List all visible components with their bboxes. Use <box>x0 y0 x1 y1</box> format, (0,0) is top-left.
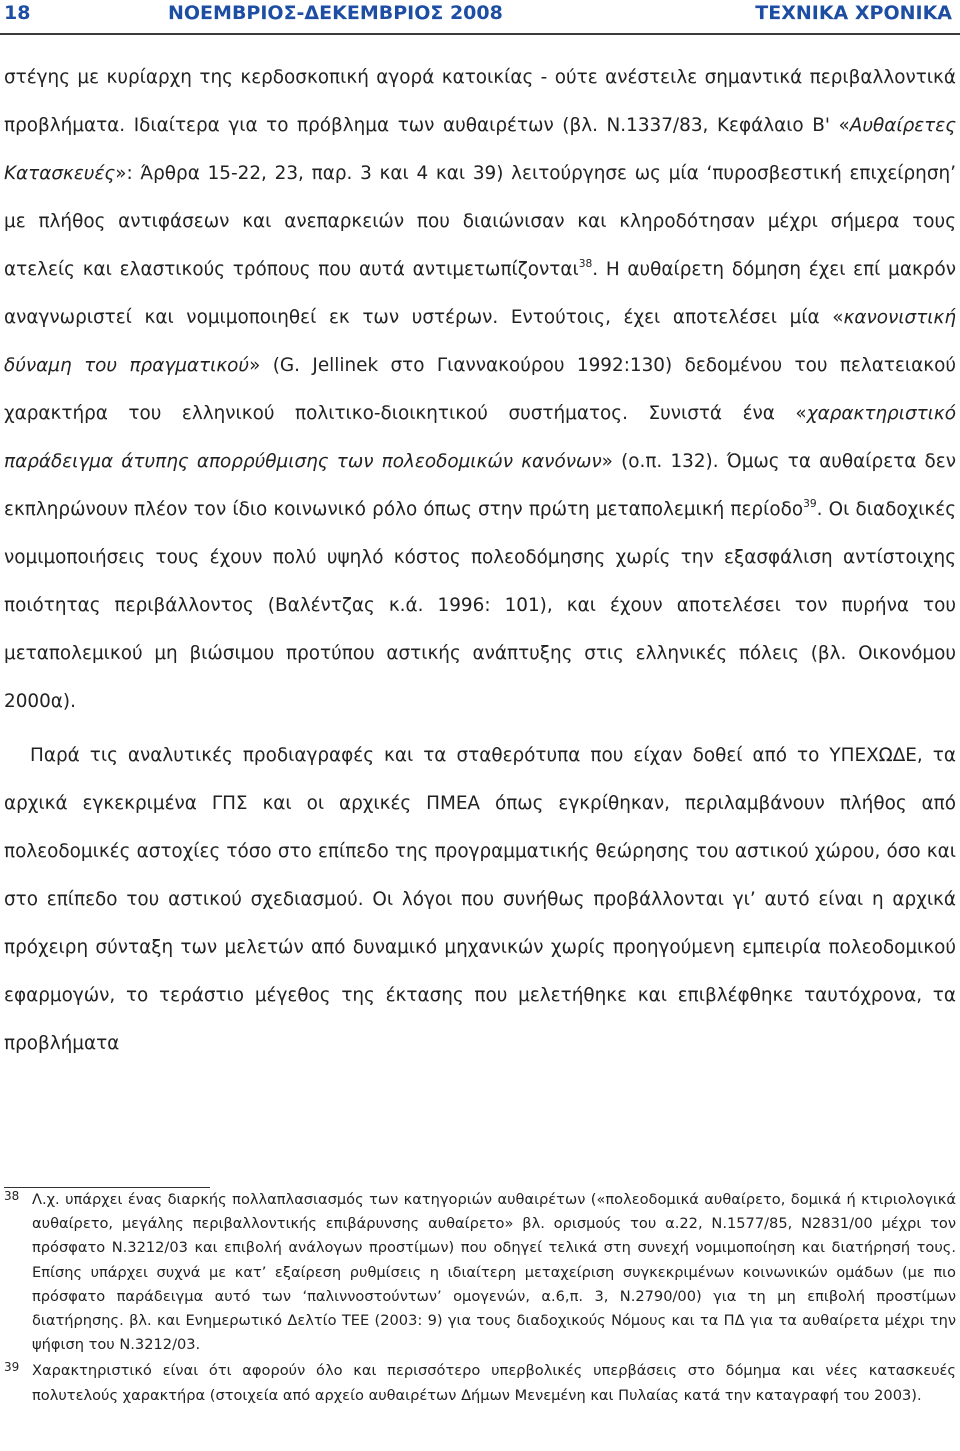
footnotes <box>4 1188 956 1408</box>
paragraph-1: στέγης με κυρίαρχη της κερδοσκοπική αγορά κατοικίας - ούτε ανέστειλε σημαντικά περιβαλλοντικά προβλήματα. Ιδιαίτερα για το πρόβλημα των αυθαιρέτων (βλ. Ν.1337/83, Κεφάλαιο Β' «Αυθαίρετες Κατασκευές»: Άρθρα 15-22, 23, παρ. 3 και 4 και 39) λειτούργησε ως μία ‘πυροσβεστική επιχείρηση’ με πλήθος αντιφάσεων και ανεπαρκειών που διαιώνισαν και κληροδότησαν μέχρι σήμερα τους ατελείς και ελαστικούς τρόπους που αυτά αντιμετωπίζονται$^{38}$. Η αυθαίρετη δόμηση έχει επί μακρόν αναγνωριστεί και νομιμοποιηθεί εκ των υστέρων. Εντούτοις, έχει αποτελέσει μία «κανονιστική δύναμη του πραγματικού» (G. Jellinek στο Γιαννακούρου 1992:130) δεδομένου του πελατειακού χαρακτήρα του ελληνικού πολιτικο-διοικητικού συστήματος. Συνιστά ένα «χαρακτηριστικό παράδειγμα άτυπης απορρύθμισης των πολεοδομικών κανόνων» (ο.π. 132). Όμως τα αυθαίρετα δεν εκπληρώνουν πλέον τον ίδιο κοινωνικό ρόλο όπως στην πρώτη μεταπολεμική περίοδο$^{39}$. Οι διαδοχικές νομιμοποιήσεις τους έχουν πολύ υψηλό κόστος πολεοδόμησης χωρίς την εξασφάλιση αντίστοιχης ποιότητας περιβάλλοντος (Βαλέντζας κ.ά. 1996: 101), και έχουν αποτελέσει τον πυρήνα του μεταπολεμικού μη βιώσιμου προτύπου αστικής ανάπτυξης στις ελληνικές πόλεις (βλ. Οικονόμου 2000α). <box>4 67 957 712</box>
italic-term: Αυθαίρετες Κατασκευές <box>4 115 956 184</box>
footnote-text: Χαρακτηριστικό είναι ότι αφορούν όλο και περισσότερο υπερβολικές υπερβάσεις στο δόμημα και νέες κατασκευές πολυτελούς χαρακτήρα (στοιχεία από αρχείο αυθαιρέτων Δήμων Μενεμένη και Πυλαίας κατά την καταγραφή του 2003). <box>32 1362 956 1404</box>
header-rule <box>0 33 960 35</box>
footnote-number: 38 <box>4 1189 20 1203</box>
footnote-text: Λ.χ. υπάρχει ένας διαρκής πολλαπλασιασμός των κατηγοριών αυθαιρέτων («πολεοδομικά αυθαίρετο, δομικά ή κτιριολογικά αυθαίρετο, μεγάλης περιβαλλοντικής επιβάρυνσης αυθαίρετο» βλ. ορισμούς του α.22, Ν.1577/85, Ν2831/00 μέχρι τον πρόσφατο Ν.3212/03 και επιβολή ανάλογων προστίμων) που οδηγεί τελικά στη συνεχή νομιμοποίηση και διατήρησή τους. Επίσης υπάρχει συχνά με κατ’ εξαίρεση ρυθμίσεις η ιδιαίτερη μεταχείριση συγκεκριμένων κοινωνικών ομάδων (με πιο πρόσφατο παράδειγμα αυτό των ‘παλιννοστούντων’ ομογενών, α.6,π. 3, Ν.2790/00) για τη μη επιβολή προστίμων διατήρησης. βλ. και Ενημερωτικό Δελτίο ΤΕΕ (2003: 9) για τους διαδοχικούς Νόμους και τα ΠΔ για τα αυθαίρετα μέχρι την ψήφιση του Ν.3212/03. <box>32 1191 956 1354</box>
paragraph-2: Παρά τις αναλυτικές προδιαγραφές και τα σταθερότυπα που είχαν δοθεί από το ΥΠΕΧΩΔΕ, τα αρχικά εγκεκριμένα ΓΠΣ και οι αρχικές ΠΜΕΑ όπως εγκρίθηκαν, περιλαμβάνουν πλήθος από πολεοδομικές αστοχίες τόσο στο επίπεδο της προγραμματικής θεώρησης του αστικού χώρου, όσο και στο επίπεδο του αστικού σχεδιασμού. Οι λόγοι που συνήθως προβάλλονται γι’ αυτό είναι η αρχικά πρόχειρη σύνταξη των μελετών από δυναμικό μηχανικών χωρίς προηγούμενη εμπειρία πολεοδομικού εφαρμογών, το τεράστιο μέγεθος της έκτασης που μελετήθηκε και επιβλέφθηκε ταυτόχρονα, τα προβλήματα <box>4 745 956 1054</box>
footnote-ref-39[interactable]: 39 <box>803 497 817 510</box>
article-body <box>4 54 956 1068</box>
page-number: 18 <box>4 2 31 24</box>
footnote-ref-38[interactable]: 38 <box>578 257 593 270</box>
footnote <box>4 1359 956 1407</box>
italic-quote: χαρακτηριστικό παράδειγμα άτυπης απορρύθμισης των πολεοδομικών κανόνων <box>4 403 956 472</box>
italic-quote: κανονιστική δύναμη του πραγματικού <box>4 307 956 376</box>
issue-date: ΝΟΕΜΒΡΙΟΣ-ΔΕΚΕΜΒΡΙΟΣ 2008 <box>168 2 503 24</box>
running-header <box>0 0 960 34</box>
footnote <box>4 1188 956 1357</box>
footnote-number: 39 <box>4 1360 20 1375</box>
journal-title: ΤΕΧΝΙΚΑ ΧΡΟΝΙΚΑ <box>755 2 952 24</box>
